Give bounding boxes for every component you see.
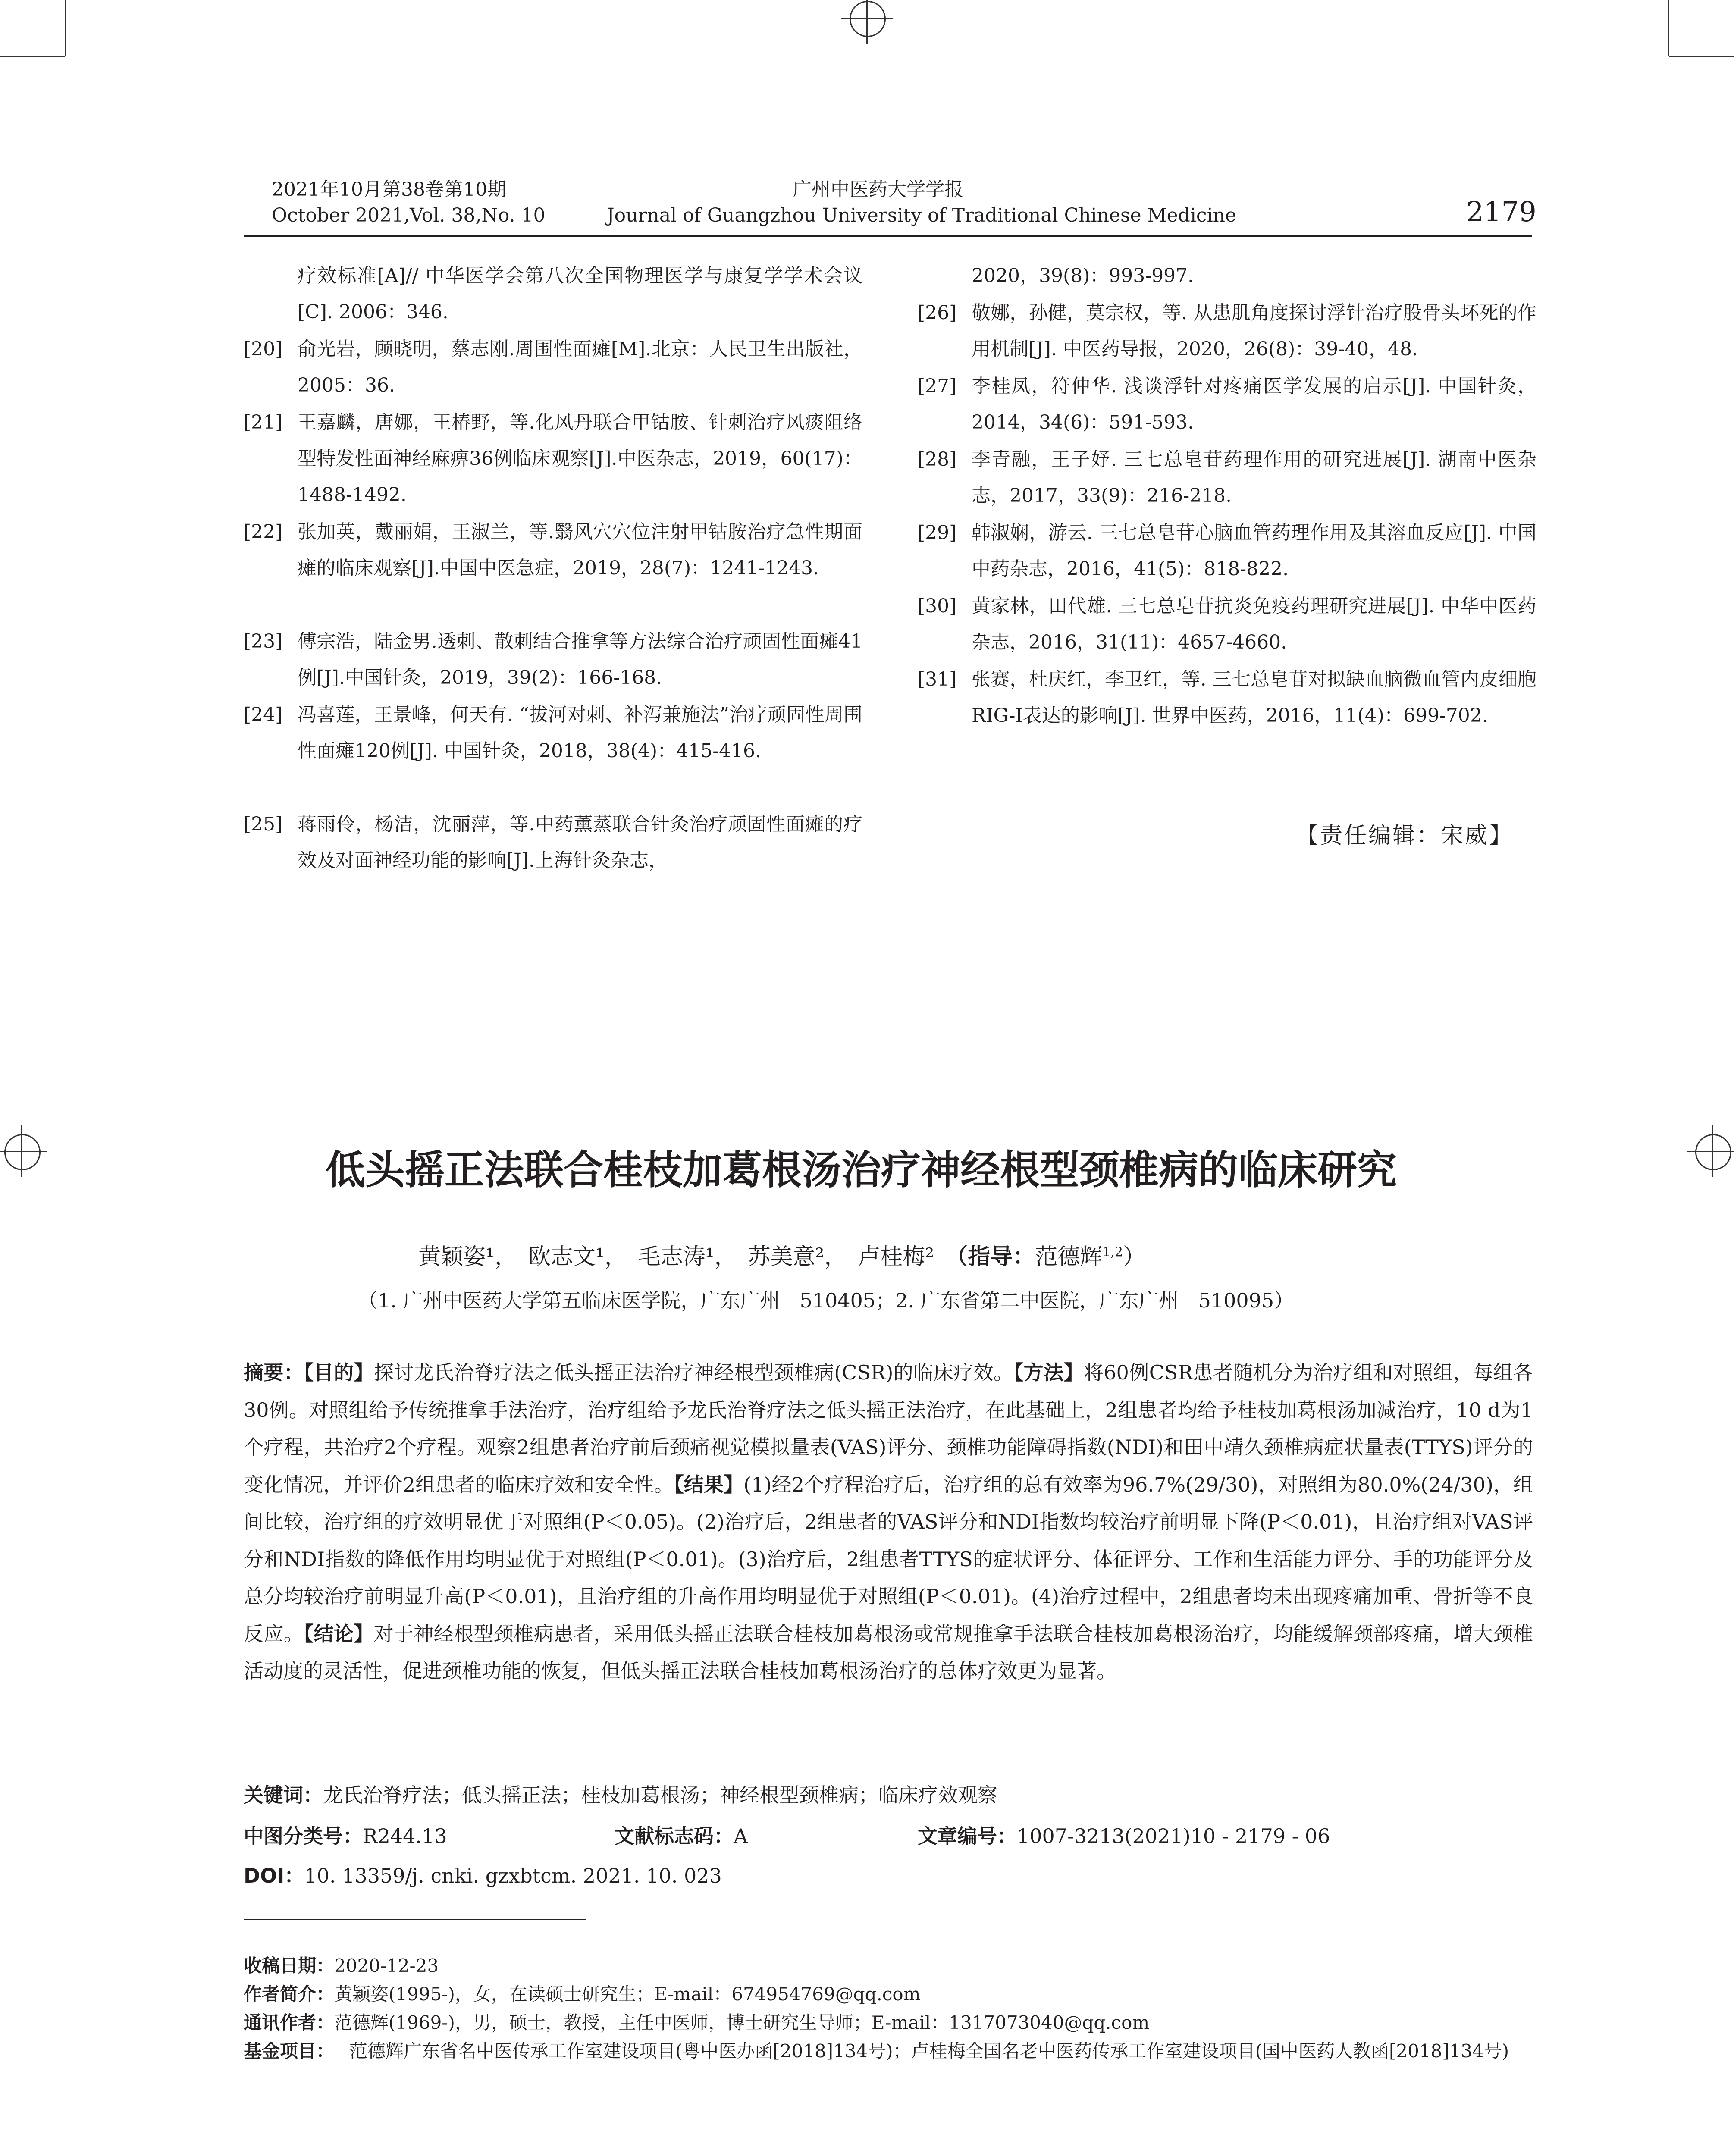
abstract-head-conclusion: 【结论】: [304, 1622, 374, 1645]
crop-mark: [1668, 0, 1669, 56]
advisor-name: 范德辉: [1035, 1244, 1103, 1270]
reference-item: [20] 俞光岩，顾晓明，蔡志刚.周围性面瘫[M].北京：人民卫生出版社，2005：36.: [244, 338, 862, 396]
fund-info: 范德辉广东省名中医传承工作室建设项目(粤中医办函[2018]134号)；卢桂梅全国名老中医药传承工作室建设项目(国中医药人教函[2018]134号): [349, 2040, 1509, 2062]
abstract-head-results: 【结果】: [674, 1473, 744, 1496]
header-date-cn: 2021年10月第38卷第10期: [272, 179, 506, 201]
abstract-conclusion: 对于神经根型颈椎病患者，采用低头摇正法联合桂枝加葛根汤或常规推拿手法联合桂枝加葛根汤治疗，均能缓解颈部疼痛，增大颈椎活动度的灵活性，促进颈椎功能的恢复，但低头摇正法联合桂枝加葛根汤治疗的总体疗效更为显著。: [244, 1622, 1533, 1683]
crop-mark: [1669, 56, 1734, 57]
doc-code-label: 文献标志码：: [615, 1824, 734, 1848]
crop-mark: [0, 56, 65, 57]
header-journal-en: Journal of Guangzhou University of Traditional Chinese Medicine: [607, 204, 1237, 226]
article-no-line: [918, 1823, 1330, 1849]
reference-item: [27] 李桂凤，符仲华. 浅谈浮针对疼痛医学发展的启示[J]. 中国针灸，2014，34(6)：591-593.: [918, 375, 1536, 433]
reference-item: [26] 敬娜，孙健，莫宗权，等. 从患肌角度探讨浮针治疗股骨头坏死的作用机制[J]. 中医药导报，2020，26(8)：39-40，48.: [918, 302, 1536, 360]
header-journal-cn: 广州中医药大学学报: [793, 179, 963, 201]
clc-number: R244.13: [363, 1824, 447, 1848]
keywords-line: [244, 1782, 997, 1808]
header-date-en: October 2021,Vol. 38,No. 10: [272, 204, 546, 226]
advisor-label: （指导：: [956, 1244, 1035, 1270]
doc-code-line: [615, 1823, 748, 1849]
clc-line: [244, 1823, 447, 1849]
reference-item: [25] 蒋雨伶，杨洁，沈丽萍，等.中药薰蒸联合针灸治疗顽固性面瘫的疗效及对面神经功能的影响[J].上海针灸杂志，: [244, 813, 862, 871]
abstract-head-methods: 【方法】: [1013, 1361, 1084, 1384]
corresponding-label: 通讯作者：: [244, 2012, 335, 2033]
abstract-label: 摘要：: [244, 1361, 304, 1384]
reference-item: [24] 冯喜莲，王景峰，何天有. “拔河对刺、补泻兼施法”治疗顽固性周围性面瘫120例[J]. 中国针灸，2018，38(4)：415-416.: [244, 704, 862, 762]
authors: 黄颖姿¹， 欧志文¹， 毛志涛¹， 苏美意²， 卢桂梅²: [418, 1244, 957, 1270]
reference-item: [28] 李青融，王子妤. 三七总皂苷药理作用的研究进展[J]. 湖南中医杂志，2017，33(9)：216-218.: [918, 448, 1536, 507]
author-info: 黄颖姿(1995-)，女，在读硕士研究生；E-mail：674954769@qq.com: [334, 1984, 921, 2005]
abstract-head-objective: 【目的】: [304, 1361, 374, 1384]
doi-label: DOI：: [244, 1864, 304, 1887]
reference-item: [22] 张加英，戴丽娟，王淑兰，等.翳风穴穴位注射甲钴胺治疗急性期面瘫的临床观察[J].中国中医急症，2019，28(7)：1241-1243.: [244, 521, 862, 579]
header-rule: [244, 235, 1532, 237]
received-date: 2020-12-23: [334, 1955, 439, 1976]
received-label: 收稿日期：: [244, 1955, 335, 1976]
abstract: [244, 1354, 1533, 1690]
footnote-author: [244, 1981, 920, 2008]
footnote-fund: [244, 2037, 1533, 2065]
reference-item: [29] 韩淑娴，游云. 三七总皂苷心脑血管药理作用及其溶血反应[J]. 中国中药杂志，2016，41(5)：818-822.: [918, 522, 1536, 580]
registration-mark-icon: [1687, 1125, 1734, 1177]
footnote-received: [244, 1952, 439, 1980]
registration-mark-icon: [0, 1125, 47, 1177]
article-title: 低头摇正法联合桂枝加葛根汤治疗神经根型颈椎病的临床研究: [326, 1147, 1397, 1193]
crop-mark: [65, 0, 66, 56]
footnote-corresponding: [244, 2009, 1149, 2037]
clc-label: 中图分类号：: [244, 1824, 363, 1848]
abstract-methods: 将60例CSR患者随机分为治疗组和对照组，每组各30例。对照组给予传统推拿手法治疗，治疗组给予龙氏治脊疗法之低头摇正法治疗，在此基础上，2组患者均给予桂枝加葛根汤加减治疗，10 d为1个疗程，共治疗2个疗程。观察2组患者治疗前后颈痛视觉模拟量表(VAS)评分、颈椎功能障碍指数(NDI)和田中靖久颈椎病症状量表(TTYS)评分的变化情况，并评价2组患者的临床疗效和安全性。: [244, 1361, 1533, 1496]
page-number: 2179: [1466, 196, 1536, 228]
registration-mark-icon: [841, 0, 893, 44]
corresponding-info: 范德辉(1969-)，男，硕士，教授，主任中医师，博士研究生导师；E-mail：1317073040@qq.com: [334, 2012, 1150, 2033]
doi-line: [244, 1863, 722, 1889]
reference-item: [30] 黄家林，田代雄. 三七总皂苷抗炎免疫药理研究进展[J]. 中华中医药杂志，2016，31(11)：4657-4660.: [918, 595, 1536, 653]
advisor-affil-sup: 1,2: [1102, 1244, 1123, 1260]
advisor-close: ）: [1123, 1244, 1145, 1270]
reference-item: 2020，39(8)：993-997.: [972, 265, 1194, 287]
reference-item: [21] 王嘉麟，唐娜，王椿野，等.化风丹联合甲钴胺、针刺治疗风痰阻络型特发性面神经麻痹36例临床观察[J].中医杂志，2019，60(17)：1488-1492.: [244, 411, 862, 506]
doi[interactable]: 10. 13359/j. cnki. gzxbtcm. 2021. 10. 023: [304, 1864, 722, 1887]
footnote-rule: [244, 1919, 586, 1920]
keywords-label: 关键词：: [244, 1783, 323, 1807]
responsible-editor: 【责任编辑：宋威】: [1296, 823, 1514, 849]
reference-item: [31] 张赛，杜庆红，李卫红，等. 三七总皂苷对拟缺血脑微血管内皮细胞RIG-I表达的影响[J]. 世界中医药，2016，11(4)：699-702.: [918, 668, 1536, 727]
article-number: 1007-3213(2021)10 - 2179 - 06: [1017, 1824, 1330, 1848]
abstract-objective: 探讨龙氏治脊疗法之低头摇正法治疗神经根型颈椎病(CSR)的临床疗效。: [373, 1361, 1014, 1384]
fund-label: 基金项目：: [244, 2040, 335, 2062]
affiliation: （1. 广州中医药大学第五临床医学院，广东广州 510405；2. 广东省第二中医院，广东广州 510095）: [358, 1289, 1294, 1312]
author-line: [418, 1238, 1145, 1271]
abstract-results: (1)经2个疗程治疗后，治疗组的总有效率为96.7%(29/30)，对照组为80.0%(24/30)，组间比较，治疗组的疗效明显优于对照组(P＜0.05)。(2)治疗后，2组患者的VAS评分和NDI指数均较治疗前明显下降(P＜0.01)，且治疗组对VAS评分和NDI指数的降低作用均明显优于对照组(P＜0.01)。(3)治疗后，2组患者TTYS的症状评分、体征评分、工作和生活能力评分、手的功能评分及总分均较治疗前明显升高(P＜0.01)，且治疗组的升高作用均明显优于对照组(P＜0.01)。(4)治疗过程中，2组患者均未出现疼痛加重、骨折等不良反应。: [244, 1473, 1533, 1645]
author-label: 作者简介：: [244, 1984, 335, 2005]
doc-code: A: [734, 1824, 748, 1848]
keywords: 龙氏治脊疗法；低头摇正法；桂枝加葛根汤；神经根型颈椎病；临床疗效观察: [323, 1783, 997, 1807]
article-no-label: 文章编号：: [918, 1824, 1017, 1848]
reference-item: 疗效标准[A]// 中华医学会第八次全国物理医学与康复学学术会议[C]. 2006：346.: [298, 265, 862, 323]
reference-item: [23] 傅宗浩，陆金男.透刺、散刺结合推拿等方法综合治疗顽固性面瘫41例[J].中国针灸，2019，39(2)：166-168.: [244, 630, 862, 689]
